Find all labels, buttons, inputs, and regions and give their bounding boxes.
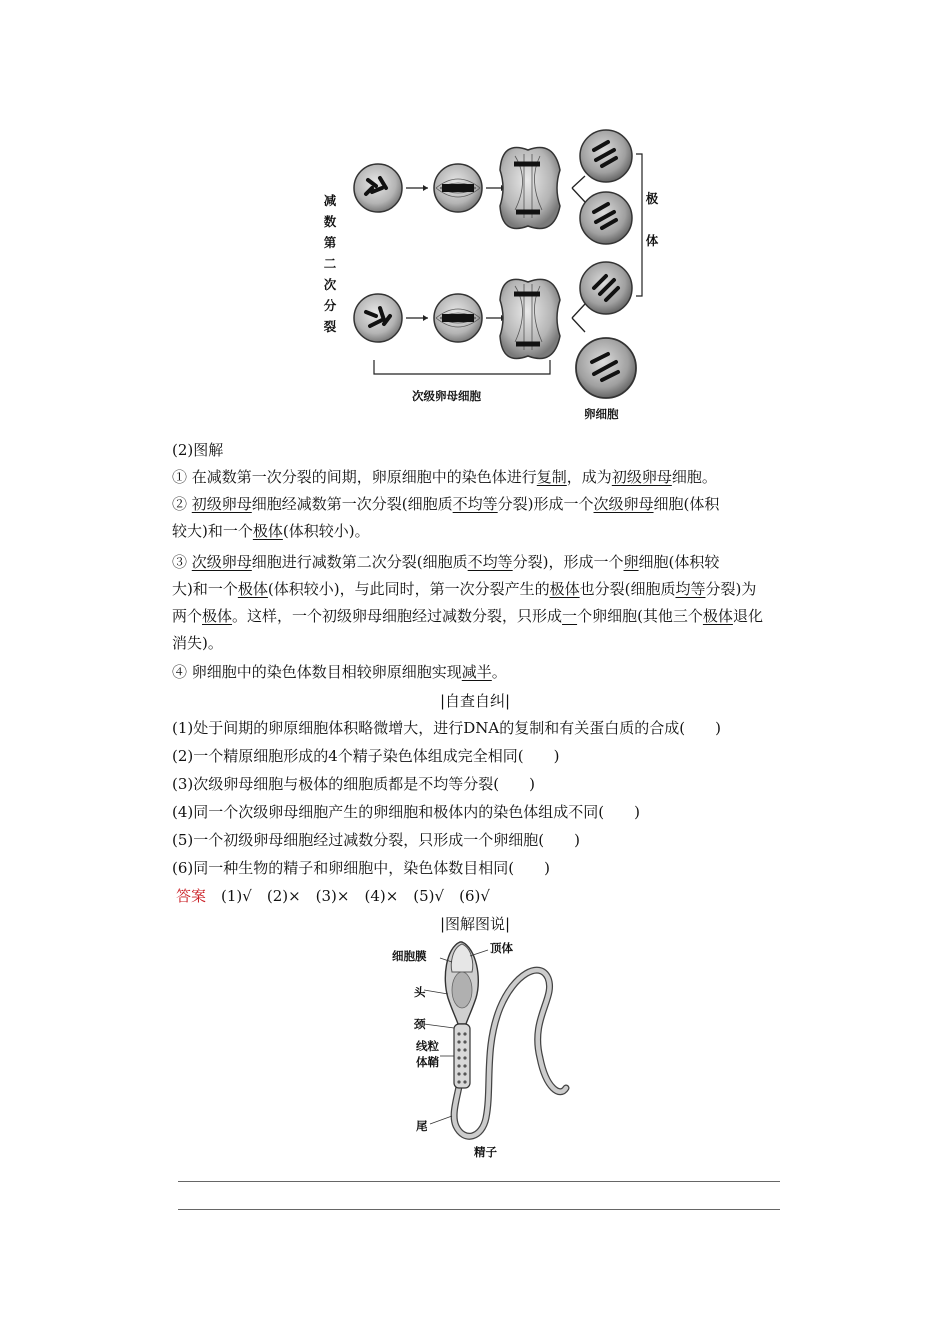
label-neck: 颈: [414, 1017, 426, 1031]
label-mito-line1: 线粒: [416, 1039, 439, 1053]
cell-bottom-anaphase: [500, 279, 560, 358]
egg-cell-label: 卵细胞: [584, 407, 619, 421]
answer-text: (1)√ (2)× (3)× (4)× (5)√ (6)√: [221, 887, 490, 905]
meiosis-diagram: [310, 120, 650, 430]
paragraph-4: ④ 卵细胞中的染色体数目相较卵原细胞实现减半。: [172, 663, 507, 681]
label-mito-line2: 体鞘: [416, 1055, 439, 1069]
label-cell-membrane: 细胞膜: [392, 949, 427, 963]
section-heading: (2)图解: [172, 441, 224, 459]
cell-top-prophase: [354, 164, 402, 212]
answer-label: 答案: [176, 887, 207, 905]
midpiece: [454, 1024, 470, 1088]
label-tail: 尾: [416, 1119, 428, 1133]
paragraph-2-line-2: 较大)和一个极体(体积较小)。: [172, 522, 370, 540]
cell-top-anaphase: [500, 148, 560, 229]
cell-bottom-metaphase: [434, 294, 482, 342]
figure2-heading: |图解图说|: [439, 915, 511, 933]
self-check-heading: |自查自纠|: [439, 692, 511, 710]
writing-line-1: [178, 1181, 780, 1182]
cell-bottom-prophase: [354, 294, 402, 342]
self-check-item-5: (5)一个初级卵母细胞经过减数分裂，只形成一个卵细胞( ): [172, 831, 580, 849]
writing-line-2: [178, 1209, 780, 1210]
sperm-caption: 精子: [474, 1145, 497, 1159]
self-check-item-6: (6)同一种生物的精子和卵细胞中，染色体数目相同( ): [172, 859, 550, 877]
polar-body-1: [580, 130, 632, 182]
paragraph-3-line-2: 大)和一个极体(体积较小)，与此同时，第一次分裂产生的极体也分裂(细胞质均等分裂)为: [172, 580, 757, 598]
polar-body-label: 极 体: [645, 191, 659, 248]
label-acrosome: 顶体: [490, 941, 513, 955]
meiosis-figure: [310, 120, 659, 430]
paragraph-3-line-1: ③ 次级卵母细胞进行减数第二次分裂(细胞质不均等分裂)，形成一个卵细胞(体积较: [172, 553, 720, 571]
sperm-figure: [390, 938, 590, 1168]
answer-line: [176, 886, 490, 906]
self-check-item-2: (2)一个精原细胞形成的4个精子染色体组成完全相同( ): [172, 747, 560, 765]
paragraph-1: ① 在减数第一次分裂的间期，卵原细胞中的染色体进行复制，成为初级卵母细胞。: [172, 468, 717, 486]
label-head: 头: [414, 985, 426, 999]
paragraph-3-line-4: 消失)。: [172, 634, 223, 652]
self-check-item-1: (1)处于间期的卵原细胞体积略微增大，进行DNA的复制和有关蛋白质的合成( ): [172, 719, 721, 737]
secondary-oocyte-label: 次级卵母细胞: [412, 389, 481, 403]
paragraph-2-line-1: ② 初级卵母细胞经减数第一次分裂(细胞质不均等分裂)形成一个次级卵母细胞(体积: [172, 495, 720, 513]
meiosis-left-label: 减 数 第 二 次 分 裂: [323, 193, 337, 334]
self-check-item-4: (4)同一个次级卵母细胞产生的卵细胞和极体内的染色体组成不同( ): [172, 803, 640, 821]
paragraph-3-line-3: 两个极体。这样，一个初级卵母细胞经过减数分裂，只形成一个卵细胞(其他三个极体退化: [172, 607, 763, 625]
egg-cell: [576, 338, 636, 398]
polar-body-3: [580, 262, 632, 314]
self-check-item-3: (3)次级卵母细胞与极体的细胞质都是不均等分裂( ): [172, 775, 535, 793]
polar-body-2: [580, 192, 632, 244]
cell-top-metaphase: [434, 164, 482, 212]
